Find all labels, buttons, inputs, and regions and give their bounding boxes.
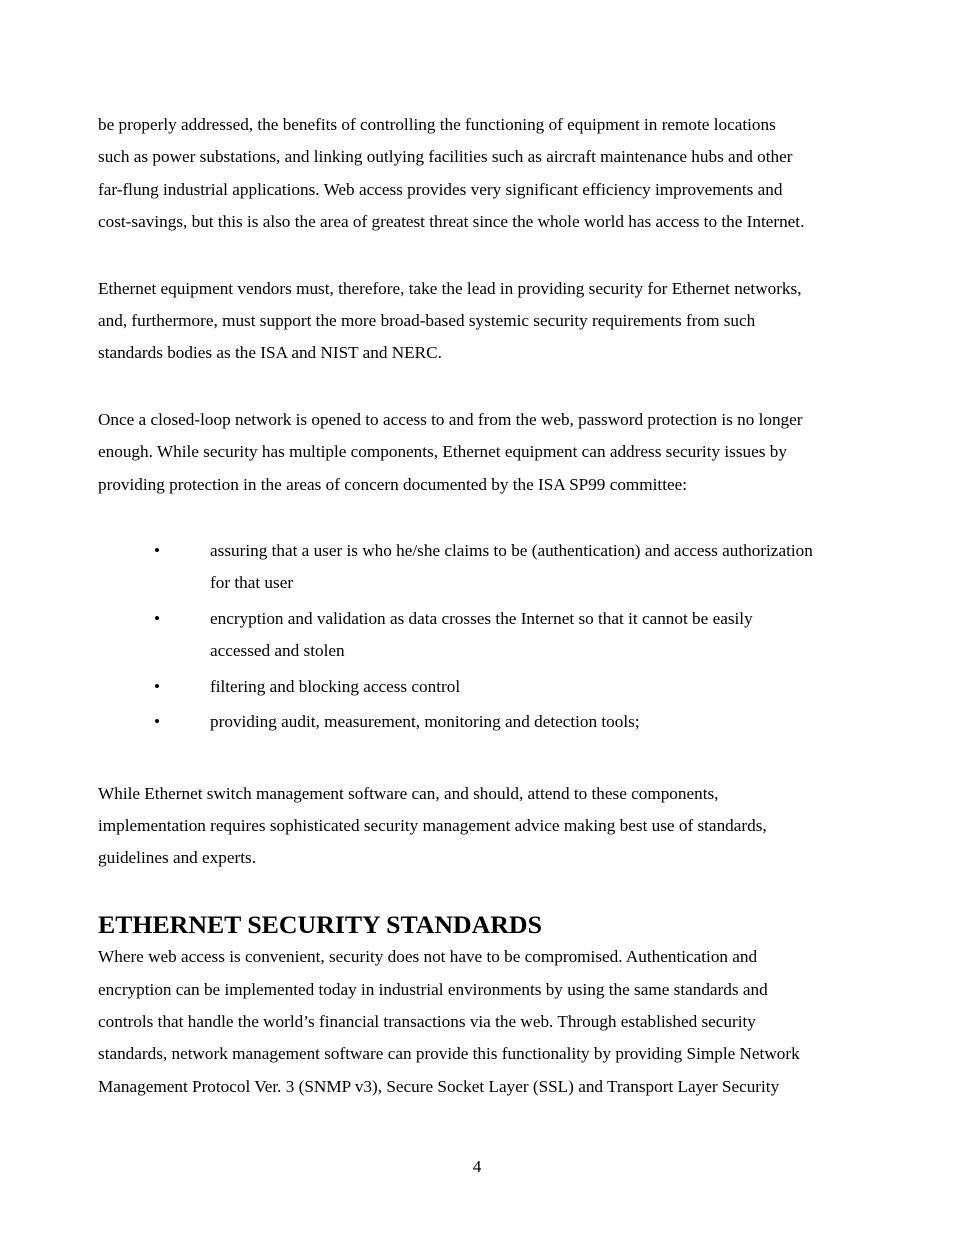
- paragraph-spacer: [98, 742, 873, 778]
- paragraph-switch-management: While Ethernet switch management software can, and should, attend to these components, implementation requires sophisticated security management advice making best use of standards, guidelines and experts.: [98, 783, 767, 868]
- paragraph-spacer: [98, 501, 873, 535]
- list-item: [98, 671, 873, 703]
- paragraph-web-access-benefits: be properly addressed, the benefits of controlling the functioning of equipment in remote locations such as power substations, and linking outlying facilities such as aircraft maintenance hubs and other far-flung industrial applications. Web access provides very significant efficiency improvements and cost-savings, but this is also the area of greatest threat since the whole world has access to the Internet.: [98, 115, 805, 232]
- section-heading: ETHERNET SECURITY STANDARDS: [98, 909, 542, 939]
- document-page: [98, 109, 873, 1103]
- bullet-icon: •: [154, 541, 161, 561]
- security-concerns-list: [98, 535, 873, 738]
- page-number: 4: [472, 1157, 482, 1176]
- paragraph-spacer: [98, 370, 873, 404]
- paragraph-closed-loop-network: Once a closed-loop network is opened to access to and from the web, password protection is no longer enough. While security has multiple components, Ethernet equipment can address security issues by providing protection in the areas of concern documented by the ISA SP99 committee:: [98, 409, 803, 494]
- list-item: [98, 706, 873, 738]
- paragraph-spacer: [98, 875, 873, 909]
- list-item-text: providing audit, measurement, monitoring and detection tools;: [210, 712, 640, 732]
- bullet-icon: •: [154, 676, 161, 696]
- bullet-icon: •: [154, 712, 161, 732]
- list-item: [98, 603, 873, 668]
- paragraph-spacer: [98, 239, 873, 273]
- list-item-text: filtering and blocking access control: [210, 676, 461, 696]
- list-item-text: assuring that a user is who he/she claims to be (authentication) and access authorization for that user: [210, 541, 813, 593]
- list-item: [98, 535, 873, 600]
- paragraph-security-standards: Where web access is convenient, security does not have to be compromised. Authentication and encryption can be implemented today in industrial environments by using the same standards and controls that handle the world’s financial transactions via the web. Through established security standards, network management software can provide this functionality by providing Simple Network Management Protocol Ver. 3 (SNMP v3), Secure Socket Layer (SSL) and Transport Layer Security: [98, 947, 800, 1096]
- list-item-text: encryption and validation as data crosses the Internet so that it cannot be easily accessed and stolen: [210, 608, 753, 661]
- paragraph-vendor-responsibility: Ethernet equipment vendors must, therefore, take the lead in providing security for Ethernet networks, and, furthermore, must support the more broad-based systemic security requirements from such standards bodies as the ISA and NIST and NERC.: [98, 278, 802, 363]
- bullet-icon: •: [154, 608, 161, 628]
